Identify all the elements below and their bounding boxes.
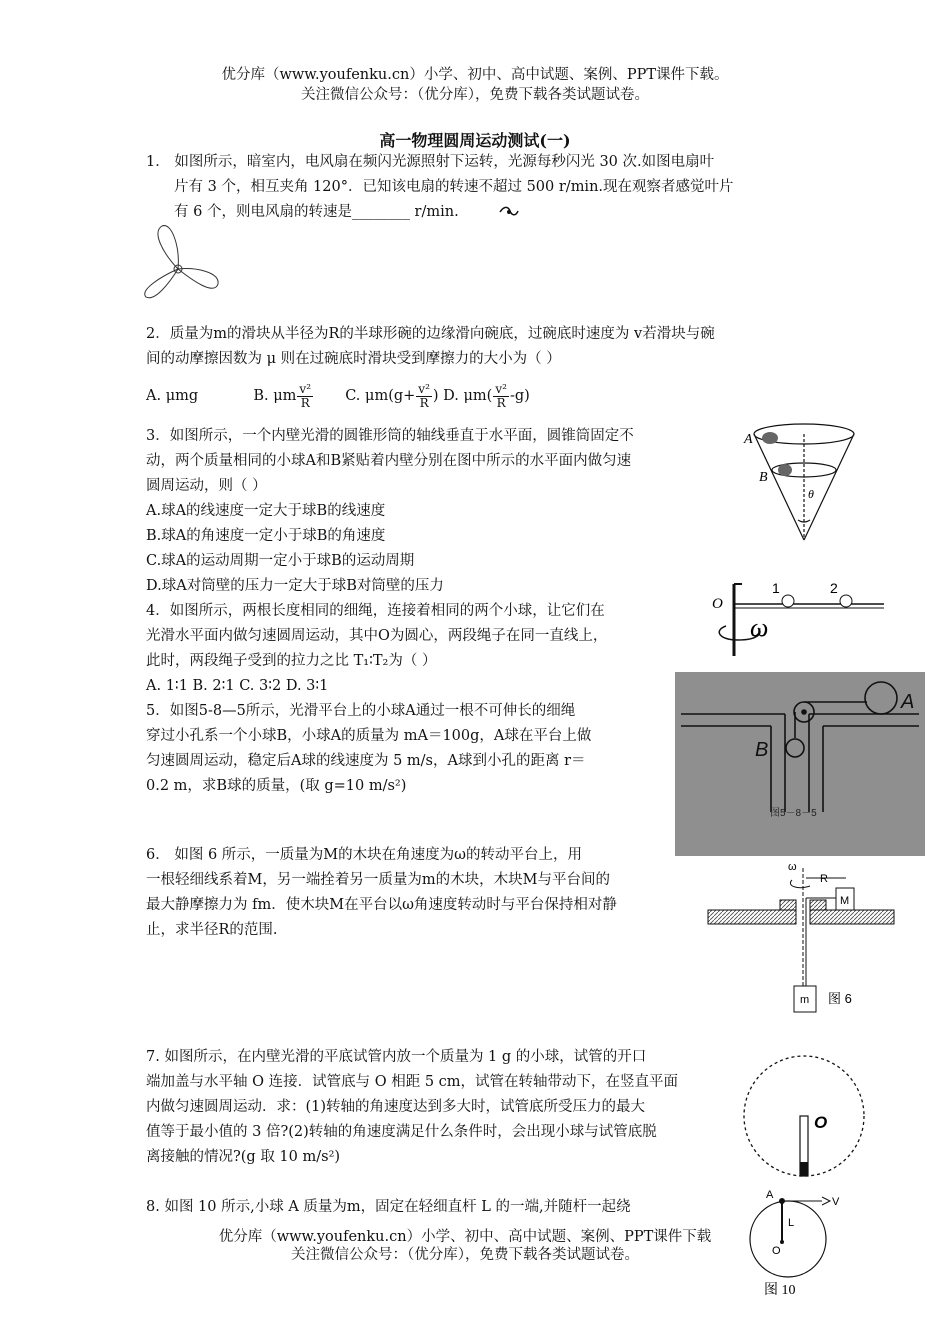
q3-option-b: B.球A的角速度一定小于球B的角速度 bbox=[146, 528, 386, 544]
q5-line-4: 0.2 m，求B球的质量，(取 g=10 m/s²) bbox=[146, 778, 407, 794]
q6-line-3: 最大静摩擦力为 fm．使木块M在平台以ω角速度转动时与平台保持相对静 bbox=[146, 897, 617, 913]
svg-text:m: m bbox=[800, 994, 810, 1006]
svg-text:O: O bbox=[814, 1113, 828, 1132]
svg-text:图 10: 图 10 bbox=[764, 1283, 796, 1298]
q4-line-1: 4．如图所示，两根长度相同的细绳，连接着相同的两个小球，让它们在 bbox=[146, 603, 605, 619]
svg-text:图5－8－5: 图5－8－5 bbox=[770, 808, 817, 819]
platform-pulley-figure bbox=[675, 672, 925, 856]
q5-line-1: 5．如图5-8—5所示，光滑平台上的小球A通过一根不可伸长的细绳 bbox=[146, 703, 576, 719]
q1-line-2: 片有 3 个，相互夹角 120°．已知该电扇的转速不超过 500 r/min.现在观察者感觉叶片 bbox=[174, 179, 734, 195]
svg-text:B: B bbox=[755, 739, 769, 761]
q4-line-2: 光滑水平面内做匀速圆周运动，其中O为圆心，两段绳子在同一直线上， bbox=[146, 628, 608, 644]
q6-line-4: 止，求半径R的范围. bbox=[146, 922, 278, 938]
question-6 bbox=[146, 843, 617, 943]
footer-line-2: 关注微信公众号：（优分库），免费下载各类试题试卷。 bbox=[291, 1247, 639, 1263]
q3-line-1: 3．如图所示，一个内壁光滑的圆锥形筒的轴线垂直于水平面，圆锥筒固定不 bbox=[146, 428, 634, 444]
turntable-figure bbox=[706, 860, 896, 1018]
q5-line-3: 匀速圆周运动，稳定后A球的线速度为 5 m/s，A球到小孔的距离 r＝ bbox=[146, 753, 586, 769]
q7-line-1: 7. 如图所示，在内壁光滑的平底试管内放一个质量为 1 g 的小球，试管的开口 bbox=[146, 1049, 647, 1065]
q2-option-a: A. μmg bbox=[146, 388, 199, 404]
svg-text:A: A bbox=[901, 691, 915, 713]
page-title: 高一物理圆周运动测试(一) bbox=[379, 131, 571, 150]
question-1 bbox=[146, 150, 734, 225]
q2-option-c: C. μm(g+ $\frac{\text{v²}}{R}$ ) bbox=[345, 381, 439, 410]
q3-option-a: A.球A的线速度一定大于球B的线速度 bbox=[146, 503, 386, 519]
fan-glyph-icon bbox=[498, 205, 520, 219]
svg-text:B: B bbox=[759, 470, 768, 485]
question-2 bbox=[146, 322, 715, 372]
svg-text:ω: ω bbox=[750, 613, 769, 642]
svg-text:1: 1 bbox=[772, 580, 780, 596]
q7-line-2: 端加盖与水平轴 O 连接．试管底与 O 相距 5 cm，试管在转轴带动下，在竖直平面 bbox=[146, 1074, 679, 1090]
q2-line-1: 2．质量为m的滑块从半径为R的半球形碗的边缘滑向碗底，过碗底时速度为 v若滑块与碗 bbox=[146, 326, 715, 342]
two-balls-rope-figure bbox=[712, 578, 892, 660]
q3-option-d: D.球A对筒壁的压力一定大于球B对筒壁的压力 bbox=[146, 578, 444, 594]
q4-options: A. 1∶1 B. 2∶1 C. 3∶2 D. 3∶1 bbox=[146, 678, 329, 694]
question-4 bbox=[146, 599, 607, 699]
svg-text:V: V bbox=[832, 1196, 840, 1208]
question-8 bbox=[146, 1195, 631, 1220]
q2-option-b: B. μm $\frac{\text{v²}}{R}$ bbox=[253, 381, 312, 410]
svg-text:θ: θ bbox=[808, 487, 814, 501]
q6-line-2: 一根轻细线系着M，另一端拴着另一质量为m的木块，木块M与平台间的 bbox=[146, 872, 610, 888]
svg-text:L: L bbox=[788, 1217, 795, 1229]
q3-line-2: 动，两个质量相同的小球A和B紧贴着内壁分别在图中所示的水平面内做匀速 bbox=[146, 453, 632, 469]
header-line-2: 关注微信公众号：（优分库），免费下载各类试题试卷。 bbox=[301, 87, 649, 103]
svg-text:M: M bbox=[840, 895, 850, 907]
svg-text:A: A bbox=[766, 1189, 774, 1201]
svg-text:R: R bbox=[820, 873, 828, 885]
question-7 bbox=[146, 1045, 678, 1170]
test-tube-figure bbox=[742, 1040, 870, 1188]
q1-line-1: 1． 如图所示，暗室内，电风扇在频闪光源照射下运转，光源每秒闪光 30 次.如图电扇叶 bbox=[146, 154, 715, 170]
q7-line-4: 值等于最小值的 3 倍?(2)转轴的角速度满足什么条件时，会出现小球与试管底脱 bbox=[146, 1124, 657, 1140]
q1-line-3: 有 6 个，则电风扇的转速是________ r/min. bbox=[174, 204, 459, 220]
q8-line-1: 8. 如图 10 所示,小球 A 质量为m，固定在轻细直杆 L 的一端,并随杆一起绕 bbox=[146, 1199, 631, 1215]
svg-text:图 6: 图 6 bbox=[828, 991, 852, 1006]
svg-text:2: 2 bbox=[830, 580, 838, 596]
q3-line-3: 圆周运动，则（ ） bbox=[146, 478, 267, 494]
q2-options bbox=[146, 382, 530, 410]
svg-text:A: A bbox=[744, 432, 753, 447]
q2-line-2: 间的动摩擦因数为 μ 则在过碗底时滑块受到摩擦力的大小为（ ） bbox=[146, 351, 561, 367]
svg-text:O: O bbox=[712, 596, 723, 612]
q3-option-c: C.球A的运动周期一定小于球B的运动周期 bbox=[146, 553, 415, 569]
svg-text:ω: ω bbox=[788, 861, 797, 873]
q6-line-1: 6． 如图 6 所示，一质量为M的木块在角速度为ω的转动平台上，用 bbox=[146, 847, 582, 863]
question-5 bbox=[146, 699, 591, 799]
fan-blades-figure bbox=[140, 222, 230, 304]
q4-line-3: 此时，两段绳子受到的拉力之比 T₁∶T₂为（ ） bbox=[146, 653, 437, 669]
q7-line-3: 内做匀速圆周运动．求：(1)转轴的角速度达到多大时，试管底所受压力的最大 bbox=[146, 1099, 646, 1115]
cone-figure bbox=[738, 410, 858, 550]
q5-line-2: 穿过小孔系一个小球B，小球A的质量为 mA＝100g，A球在平台上做 bbox=[146, 728, 592, 744]
question-3 bbox=[146, 424, 634, 599]
header-line-1: 优分库（www.youfenku.cn）小学、初中、高中试题、案例、PPT课件下载。 bbox=[221, 67, 729, 83]
q7-line-5: 离接触的情况?(g 取 10 m/s²) bbox=[146, 1149, 341, 1165]
q2-option-d: D. μm( $\frac{\text{v²}}{R}$ -g) bbox=[443, 381, 530, 410]
footer-line-1: 优分库（www.youfenku.cn）小学、初中、高中试题、案例、PPT课件下载 bbox=[218, 1229, 712, 1245]
svg-text:O: O bbox=[772, 1245, 781, 1257]
